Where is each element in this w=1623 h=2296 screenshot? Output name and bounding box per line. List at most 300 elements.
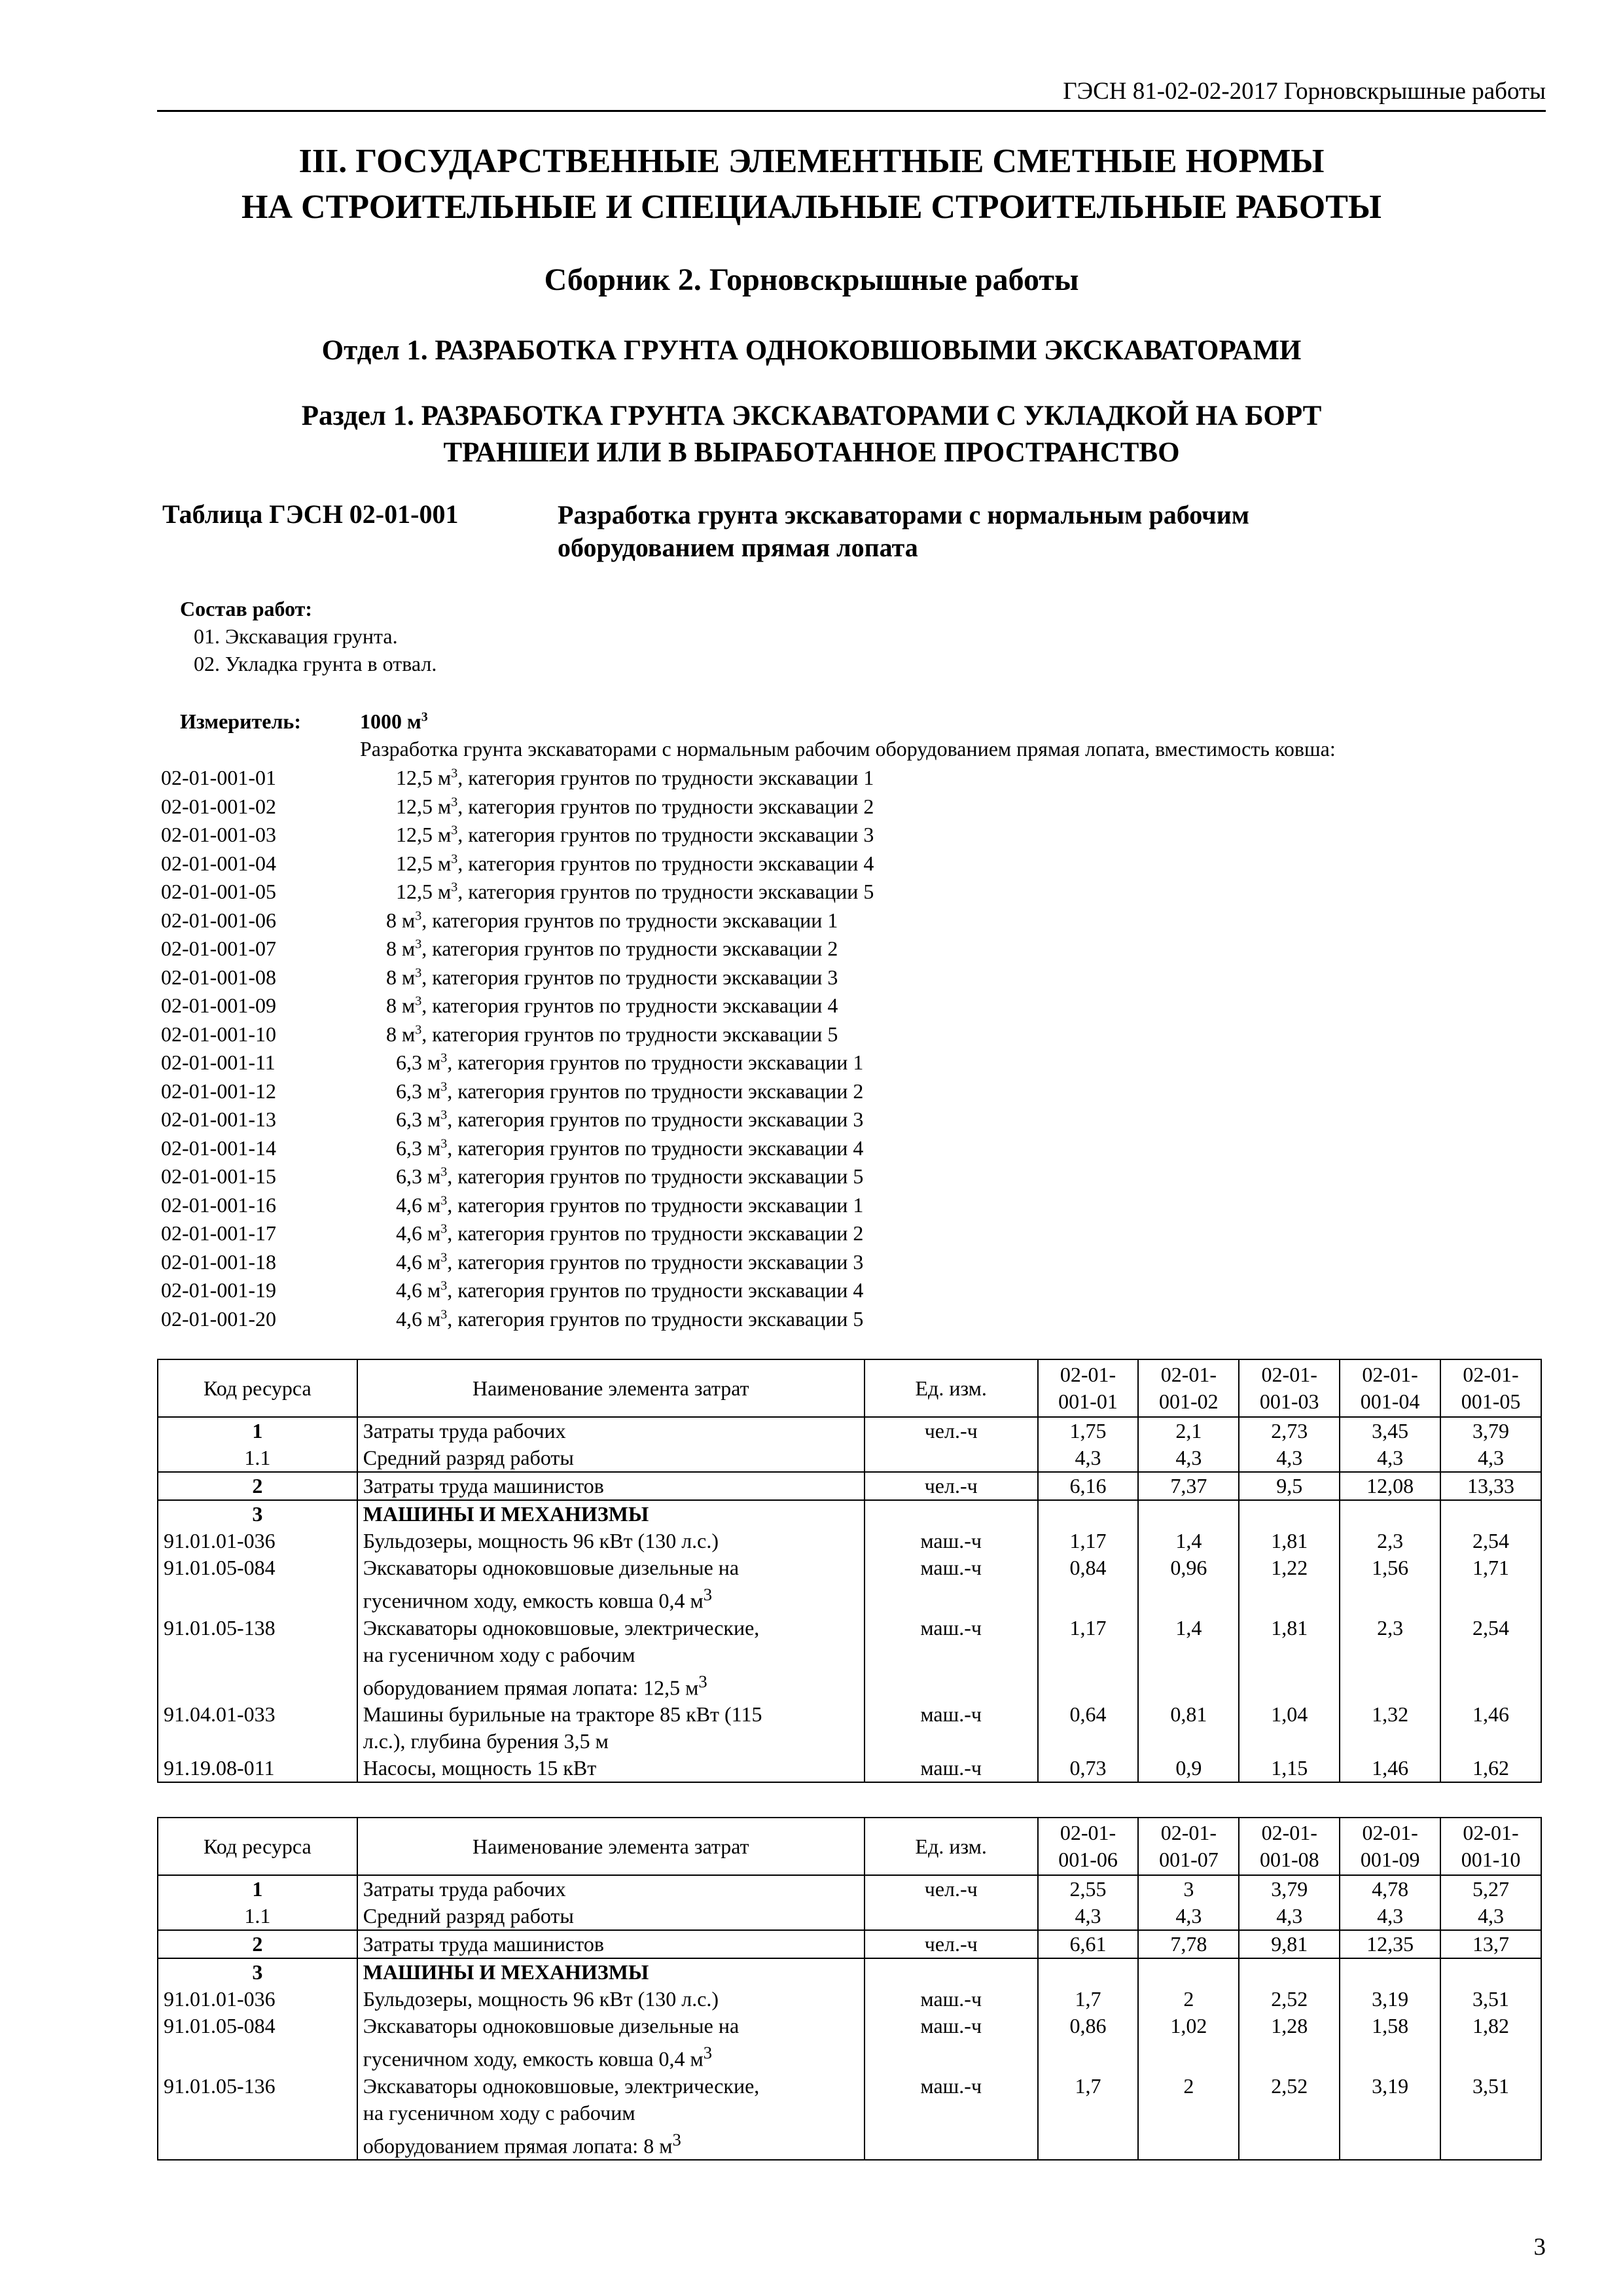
- resource-value: 1,58: [1340, 2013, 1440, 2073]
- resource-code: 91.01.05-138: [158, 1615, 357, 1702]
- resource-name-line: [363, 1701, 859, 1728]
- norm-description-text: , категория грунтов по трудности экскавации 1: [421, 908, 838, 932]
- resource-value: 3: [1138, 1875, 1239, 1903]
- norm-description-text: , категория грунтов по трудности экскавации 4: [447, 1136, 864, 1160]
- norm-description-text: , категория грунтов по трудности экскавации 5: [421, 1022, 838, 1046]
- resource-name-unit-sup: 3: [703, 1585, 713, 1604]
- resource-value: 4,3: [1440, 1903, 1541, 1930]
- header-norm-code: [1038, 1359, 1139, 1417]
- resource-value: [1239, 1958, 1340, 1986]
- header-norm-code-line: 02-01-: [1060, 1821, 1116, 1844]
- resource-value: 4,3: [1239, 1444, 1340, 1472]
- resource-value: 0,73: [1038, 1755, 1139, 1782]
- norm-unit: м: [427, 1307, 441, 1331]
- resource-name-line: [363, 1755, 859, 1782]
- resource-value: 1,17: [1038, 1615, 1139, 1702]
- norm-unit-sup: 3: [440, 1307, 448, 1322]
- resource-name: [357, 1930, 865, 1958]
- resource-name-text: Экскаваторы одноковшовые дизельные на: [363, 2014, 740, 2037]
- norm-description: [396, 823, 874, 847]
- resource-code: 91.01.05-084: [158, 2013, 357, 2073]
- norm-unit: м: [402, 994, 416, 1017]
- norm-volume: 12,5: [396, 880, 433, 903]
- norm-description-text: , категория грунтов по трудности экскавации 1: [457, 766, 874, 789]
- resource-unit: [865, 1958, 1038, 1986]
- table-row: [158, 1417, 1541, 1444]
- norm-volume: 8: [386, 1022, 397, 1046]
- header-unit: Ед. изм.: [865, 1818, 1038, 1875]
- resource-code: 3: [158, 1958, 357, 1986]
- norm-volume: 8: [386, 937, 397, 960]
- header-name: Наименование элемента затрат: [357, 1818, 865, 1875]
- header-norm-code-line: 001-02: [1159, 1390, 1219, 1413]
- resource-table-2: [157, 1817, 1542, 2161]
- resource-code: 91.04.01-033: [158, 1701, 357, 1755]
- norm-volume: 12,5: [396, 766, 433, 789]
- norm-code: 02-01-001-10: [161, 1022, 276, 1046]
- resource-name-line: [363, 1986, 859, 2013]
- norm-unit-sup: 3: [415, 965, 422, 980]
- resource-name-line: [363, 1581, 859, 1615]
- resource-name-text: оборудованием прямая лопата: 8 м: [363, 2134, 673, 2158]
- norm-unit-sup: 3: [451, 823, 458, 838]
- norm-description: [396, 1221, 863, 1246]
- resource-name: [357, 1875, 865, 1903]
- norm-description: [386, 965, 838, 990]
- norm-code: 02-01-001-04: [161, 852, 276, 875]
- resource-name-unit-sup: 3: [703, 2043, 713, 2062]
- resource-name-line: [363, 2073, 859, 2100]
- resource-value: 4,3: [1340, 1444, 1440, 1472]
- norm-description-text: , категория грунтов по трудности экскавации 4: [457, 852, 874, 875]
- norm-unit-sup: 3: [415, 1022, 422, 1037]
- resource-unit: маш.-ч: [865, 2013, 1038, 2073]
- header-norm-code-line: 02-01-: [1261, 1363, 1317, 1386]
- norm-unit-sup: 3: [440, 1079, 448, 1094]
- resource-value: 0,96: [1138, 1554, 1239, 1615]
- resource-value: 3,19: [1340, 2073, 1440, 2161]
- norm-volume: 4,6: [396, 1221, 422, 1245]
- resource-name: [357, 1903, 865, 1930]
- table-row: [158, 1528, 1541, 1554]
- norm-unit-sup: 3: [440, 1107, 448, 1122]
- resource-name-text: Бульдозеры, мощность 96 кВт (130 л.с.): [363, 1529, 719, 1552]
- norm-description-text: , категория грунтов по трудности экскавации 5: [447, 1307, 864, 1331]
- norm-volume: 8: [386, 965, 397, 989]
- resource-value: 7,37: [1138, 1472, 1239, 1500]
- norm-description: [396, 1107, 863, 1132]
- document-title-line-1: III. ГОСУДАРСТВЕННЫЕ ЭЛЕМЕНТНЫЕ СМЕТНЫЕ НОРМЫ: [298, 143, 1325, 180]
- resource-name: [357, 1755, 865, 1782]
- resource-value: 1,04: [1239, 1701, 1340, 1755]
- resource-name: [357, 1472, 865, 1500]
- header-norm-code: [1340, 1818, 1440, 1875]
- norm-unit: м: [402, 965, 416, 989]
- resource-code: 2: [158, 1930, 357, 1958]
- running-header: ГЭСН 81-02-02-2017 Горновскрышные работы: [1063, 78, 1546, 105]
- resource-value: [1138, 1500, 1239, 1528]
- resource-value: 2,52: [1239, 1986, 1340, 2013]
- resource-unit: чел.-ч: [865, 1417, 1038, 1444]
- header-rule: [157, 110, 1546, 112]
- table-row: [158, 1472, 1541, 1500]
- resource-unit: маш.-ч: [865, 2073, 1038, 2161]
- resource-unit: [865, 1500, 1038, 1528]
- resource-name-text: на гусеничном ходу с рабочим: [363, 1642, 635, 1666]
- norm-description-text: , категория грунтов по трудности экскавации 3: [447, 1250, 864, 1274]
- norm-unit: м: [427, 1278, 441, 1302]
- header-norm-code-line: 02-01-: [1261, 1821, 1317, 1844]
- header-norm-code-line: 02-01-: [1060, 1363, 1116, 1386]
- resource-value: 3,51: [1440, 2073, 1541, 2161]
- resource-value: [1038, 1958, 1139, 1986]
- table-row: [158, 1615, 1541, 1702]
- resource-value: 1,15: [1239, 1755, 1340, 1782]
- resource-value: 4,3: [1440, 1444, 1541, 1472]
- table-row: [158, 1701, 1541, 1755]
- resource-name: [357, 1444, 865, 1472]
- resource-name: [357, 1958, 865, 1986]
- resource-unit: маш.-ч: [865, 1554, 1038, 1615]
- resource-name-text: МАШИНЫ И МЕХАНИЗМЫ: [363, 1960, 649, 1984]
- norm-code: 02-01-001-17: [161, 1221, 276, 1245]
- norm-unit-sup: 3: [440, 1164, 448, 1179]
- norm-code: 02-01-001-15: [161, 1164, 276, 1188]
- section-title-line-2: ТРАНШЕИ ИЛИ В ВЫРАБОТАННОЕ ПРОСТРАНСТВО: [443, 437, 1180, 468]
- table-header-row: [158, 1818, 1541, 1875]
- resource-value: 4,3: [1340, 1903, 1440, 1930]
- norm-description: [396, 1307, 863, 1331]
- header-norm-code-line: 001-01: [1058, 1390, 1118, 1413]
- norm-description: [396, 880, 874, 904]
- norm-unit-sup: 3: [451, 795, 458, 810]
- norm-description-text: , категория грунтов по трудности экскавации 5: [457, 880, 874, 903]
- norm-unit-sup: 3: [440, 1278, 448, 1293]
- resource-value: 1,28: [1239, 2013, 1340, 2073]
- resource-name-text: Экскаваторы одноковшовые, электрические,: [363, 1615, 760, 1640]
- work-composition-title: Состав работ:: [180, 597, 313, 620]
- norm-volume: 8: [386, 908, 397, 932]
- resource-name: [357, 1528, 865, 1554]
- norm-description-text: , категория грунтов по трудности экскавации 1: [447, 1193, 864, 1217]
- norm-code: 02-01-001-16: [161, 1193, 276, 1217]
- table-row: [158, 1875, 1541, 1903]
- norm-volume: 4,6: [396, 1278, 422, 1302]
- resource-name-line: [363, 1931, 859, 1958]
- norm-unit-sup: 3: [440, 1193, 448, 1208]
- header-norm-code: [1239, 1359, 1340, 1417]
- resource-name-text: Экскаваторы одноковшовые, электрические,: [363, 2073, 760, 2098]
- resource-value: 1,7: [1038, 2073, 1139, 2161]
- resource-code: 91.01.01-036: [158, 1528, 357, 1554]
- table-row: [158, 1986, 1541, 2013]
- norm-unit-sup: 3: [451, 852, 458, 867]
- resource-name-line: [363, 1959, 859, 1986]
- section-title-line-1: Раздел 1. РАЗРАБОТКА ГРУНТА ЭКСКАВАТОРАМИ С УКЛАДКОЙ НА БОРТ: [301, 401, 1322, 431]
- norm-code: 02-01-001-12: [161, 1079, 276, 1103]
- norm-description: [396, 852, 874, 876]
- norm-description-text: , категория грунтов по трудности экскавации 2: [421, 937, 838, 960]
- norm-volume: 4,6: [396, 1307, 422, 1331]
- meter-description: Разработка грунта экскаваторами с нормальным рабочим оборудованием прямая лопата, вместимость ковша:: [360, 737, 1336, 761]
- resource-name-line: [363, 2100, 859, 2126]
- resource-value: 1,62: [1440, 1755, 1541, 1782]
- norm-unit-sup: 3: [451, 880, 458, 895]
- resource-name-line: [363, 1501, 859, 1528]
- norm-volume: 6,3: [396, 1079, 422, 1103]
- resource-name-line: [363, 1903, 859, 1929]
- norm-code: 02-01-001-07: [161, 937, 276, 960]
- norm-description: [396, 1079, 863, 1103]
- resource-name-text: оборудованием прямая лопата: 12,5 м: [363, 1676, 699, 1700]
- resource-name-text: Затраты труда машинистов: [363, 1474, 604, 1498]
- resource-value: 1,32: [1340, 1701, 1440, 1755]
- resource-value: 3,19: [1340, 1986, 1440, 2013]
- resource-value: [1440, 1500, 1541, 1528]
- resource-name: [357, 2013, 865, 2073]
- resource-value: 13,33: [1440, 1472, 1541, 1500]
- header-norm-code: [1239, 1818, 1340, 1875]
- resource-value: 1,4: [1138, 1615, 1239, 1702]
- resource-name-text: Бульдозеры, мощность 96 кВт (130 л.с.): [363, 1987, 719, 2011]
- resource-code: 91.01.05-084: [158, 1554, 357, 1615]
- resource-value: [1440, 1958, 1541, 1986]
- norm-unit: м: [427, 1221, 441, 1245]
- resource-unit: маш.-ч: [865, 1755, 1038, 1782]
- resource-value: 1,17: [1038, 1528, 1139, 1554]
- resource-code: 91.19.08-011: [158, 1755, 357, 1782]
- resource-code: 1: [158, 1875, 357, 1903]
- resource-value: 4,3: [1239, 1903, 1340, 1930]
- work-item: 02. Укладка грунта в отвал.: [194, 652, 437, 675]
- norm-unit-sup: 3: [440, 1136, 448, 1151]
- norm-unit: м: [438, 795, 452, 818]
- norm-unit-sup: 3: [415, 994, 422, 1009]
- resource-value: 2,3: [1340, 1615, 1440, 1702]
- resource-name-text: МАШИНЫ И МЕХАНИЗМЫ: [363, 1502, 649, 1526]
- resource-name-text: Затраты труда рабочих: [363, 1419, 566, 1443]
- header-norm-code: [1340, 1359, 1440, 1417]
- resource-value: 3,79: [1239, 1875, 1340, 1903]
- norm-volume: 8: [386, 994, 397, 1017]
- norm-volume: 12,5: [396, 823, 433, 846]
- resource-value: 7,78: [1138, 1930, 1239, 1958]
- norm-code: 02-01-001-08: [161, 965, 276, 989]
- page-number: 3: [1533, 2234, 1546, 2261]
- resource-value: 3,51: [1440, 1986, 1541, 2013]
- department-title: Отдел 1. РАЗРАБОТКА ГРУНТА ОДНОКОВШОВЫМИ ЭКСКАВАТОРАМИ: [321, 335, 1302, 366]
- resource-name-line: [363, 1668, 859, 1702]
- norm-description-text: , категория грунтов по трудности экскавации 2: [447, 1079, 864, 1103]
- header-norm-code-line: 02-01-: [1362, 1821, 1418, 1844]
- resource-value: 0,64: [1038, 1701, 1139, 1755]
- norm-description: [396, 1050, 863, 1075]
- norm-description: [396, 1193, 863, 1217]
- resource-value: 1,71: [1440, 1554, 1541, 1615]
- resource-name-text: гусеничном ходу, емкость ковша 0,4 м: [363, 1588, 704, 1613]
- resource-name-line: [363, 2039, 859, 2073]
- resource-value: 1,56: [1340, 1554, 1440, 1615]
- resource-name: [357, 1500, 865, 1528]
- header-code: Код ресурса: [158, 1359, 357, 1417]
- resource-unit: маш.-ч: [865, 1528, 1038, 1554]
- norm-description-text: , категория грунтов по трудности экскавации 3: [457, 823, 874, 846]
- norm-unit: м: [427, 1136, 441, 1160]
- resource-unit: маш.-ч: [865, 1701, 1038, 1755]
- norm-volume: 6,3: [396, 1164, 422, 1188]
- resource-unit: чел.-ч: [865, 1472, 1038, 1500]
- header-norm-code-line: 02-01-: [1463, 1363, 1519, 1386]
- norm-description: [386, 994, 838, 1018]
- norm-code: 02-01-001-05: [161, 880, 276, 903]
- resource-value: 4,3: [1138, 1444, 1239, 1472]
- resource-name-line: [363, 2126, 859, 2160]
- resource-value: 1,22: [1239, 1554, 1340, 1615]
- document-title: [0, 139, 1623, 230]
- norm-description: [386, 937, 838, 961]
- resource-value: 6,16: [1038, 1472, 1139, 1500]
- norm-unit: м: [438, 880, 452, 903]
- norm-code: 02-01-001-02: [161, 795, 276, 818]
- resource-value: 2: [1138, 1986, 1239, 2013]
- norm-unit-sup: 3: [415, 937, 422, 952]
- norm-unit: м: [402, 908, 416, 932]
- header-norm-code-line: 02-01-: [1463, 1821, 1519, 1844]
- norm-description: [396, 766, 874, 790]
- resource-name-unit-sup: 3: [672, 2129, 681, 2149]
- norm-code: 02-01-001-19: [161, 1278, 276, 1302]
- resource-value: 1,46: [1440, 1701, 1541, 1755]
- resource-name-line: [363, 1418, 859, 1444]
- norm-code: 02-01-001-06: [161, 908, 276, 932]
- resource-value: 2,52: [1239, 2073, 1340, 2161]
- resource-name: [357, 1986, 865, 2013]
- resource-value: 9,81: [1239, 1930, 1340, 1958]
- norm-unit: м: [402, 1022, 416, 1046]
- norm-unit: м: [427, 1250, 441, 1274]
- header-norm-code-line: 02-01-: [1160, 1363, 1217, 1386]
- norm-unit: м: [427, 1050, 441, 1074]
- resource-value: 9,5: [1239, 1472, 1340, 1500]
- resource-name-text: Машины бурильные на тракторе 85 кВт (115: [363, 1702, 762, 1727]
- table-row: [158, 1444, 1541, 1472]
- norm-code: 02-01-001-14: [161, 1136, 276, 1160]
- norm-unit: м: [427, 1079, 441, 1103]
- resource-code: 3: [158, 1500, 357, 1528]
- resource-name-text: гусеничном ходу, емкость ковша 0,4 м: [363, 2047, 704, 2071]
- table-caption-code: Таблица ГЭСН 02-01-001: [162, 499, 459, 529]
- resource-value: 1,81: [1239, 1615, 1340, 1702]
- resource-unit: маш.-ч: [865, 1615, 1038, 1702]
- norm-description-text: , категория грунтов по трудности экскавации 2: [457, 795, 874, 818]
- header-name: Наименование элемента затрат: [357, 1359, 865, 1417]
- resource-code: 91.01.05-136: [158, 2073, 357, 2161]
- header-code: Код ресурса: [158, 1818, 357, 1875]
- resource-value: 4,3: [1038, 1903, 1139, 1930]
- norm-unit: м: [427, 1107, 441, 1131]
- resource-value: 5,27: [1440, 1875, 1541, 1903]
- resource-name-text: Затраты труда машинистов: [363, 1932, 604, 1956]
- resource-name-line: [363, 1444, 859, 1471]
- norm-description: [386, 908, 838, 933]
- resource-name-text: Затраты труда рабочих: [363, 1877, 566, 1901]
- section-title: [0, 398, 1623, 471]
- norm-description-text: , категория грунтов по трудности экскавации 4: [421, 994, 838, 1017]
- resource-value: 3,79: [1440, 1417, 1541, 1444]
- resource-value: 2,54: [1440, 1615, 1541, 1702]
- norm-unit-sup: 3: [451, 766, 458, 781]
- resource-value: 1,7: [1038, 1986, 1139, 2013]
- norm-code: 02-01-001-13: [161, 1107, 276, 1131]
- norm-unit: м: [438, 823, 452, 846]
- resource-unit: маш.-ч: [865, 1986, 1038, 2013]
- norm-code: 02-01-001-18: [161, 1250, 276, 1274]
- norm-code: 02-01-001-03: [161, 823, 276, 846]
- resource-name: [357, 1554, 865, 1615]
- norm-description: [396, 795, 874, 819]
- norm-description-text: , категория грунтов по трудности экскавации 1: [447, 1050, 864, 1074]
- norm-volume: 4,6: [396, 1250, 422, 1274]
- resource-value: 2,73: [1239, 1417, 1340, 1444]
- header-norm-code-line: 001-04: [1360, 1390, 1420, 1413]
- table-caption-name-line-1: Разработка грунта экскаваторами с нормальным рабочим: [558, 500, 1250, 529]
- header-norm-code: [1440, 1818, 1541, 1875]
- header-norm-code-line: 02-01-: [1362, 1363, 1418, 1386]
- resource-value: 1,02: [1138, 2013, 1239, 2073]
- resource-unit: чел.-ч: [865, 1875, 1038, 1903]
- resource-value: [1340, 1500, 1440, 1528]
- header-norm-code-line: 001-03: [1259, 1390, 1319, 1413]
- resource-name: [357, 1417, 865, 1444]
- table-row: [158, 1903, 1541, 1930]
- meter-value-text: 1000 м: [360, 709, 421, 733]
- resource-name-line: [363, 1615, 859, 1641]
- table-row: [158, 2073, 1541, 2161]
- resource-name-line: [363, 1641, 859, 1668]
- resource-code: 1.1: [158, 1444, 357, 1472]
- table-row: [158, 1958, 1541, 1986]
- norm-unit: м: [438, 852, 452, 875]
- resource-value: [1340, 1958, 1440, 1986]
- table-row: [158, 1930, 1541, 1958]
- resource-value: 2,3: [1340, 1528, 1440, 1554]
- norm-volume: 12,5: [396, 852, 433, 875]
- resource-name-line: [363, 2013, 859, 2039]
- table-row: [158, 1755, 1541, 1782]
- collection-title: Сборник 2. Горновскрышные работы: [544, 262, 1079, 297]
- resource-value: 1,4: [1138, 1528, 1239, 1554]
- resource-unit: [865, 1903, 1038, 1930]
- resource-name-line: [363, 1728, 859, 1755]
- resource-value: 1,81: [1239, 1528, 1340, 1554]
- resource-name-text: на гусеничном ходу с рабочим: [363, 2100, 635, 2125]
- table-row: [158, 2013, 1541, 2073]
- norm-description: [386, 1022, 838, 1047]
- header-norm-code: [1138, 1818, 1239, 1875]
- norm-volume: 4,6: [396, 1193, 422, 1217]
- resource-value: 2,54: [1440, 1528, 1541, 1554]
- resource-value: 12,08: [1340, 1472, 1440, 1500]
- resource-value: 4,78: [1340, 1875, 1440, 1903]
- resource-value: 2,55: [1038, 1875, 1139, 1903]
- resource-value: 4,3: [1138, 1903, 1239, 1930]
- header-norm-code-line: 001-09: [1360, 1848, 1420, 1871]
- resource-value: 12,35: [1340, 1930, 1440, 1958]
- meter-label: Измеритель:: [180, 709, 301, 733]
- resource-table-1: [157, 1359, 1542, 1783]
- document-title-line-2: НА СТРОИТЕЛЬНЫЕ И СПЕЦИАЛЬНЫЕ СТРОИТЕЛЬНЫЕ РАБОТЫ: [241, 188, 1382, 226]
- resource-value: 3,45: [1340, 1417, 1440, 1444]
